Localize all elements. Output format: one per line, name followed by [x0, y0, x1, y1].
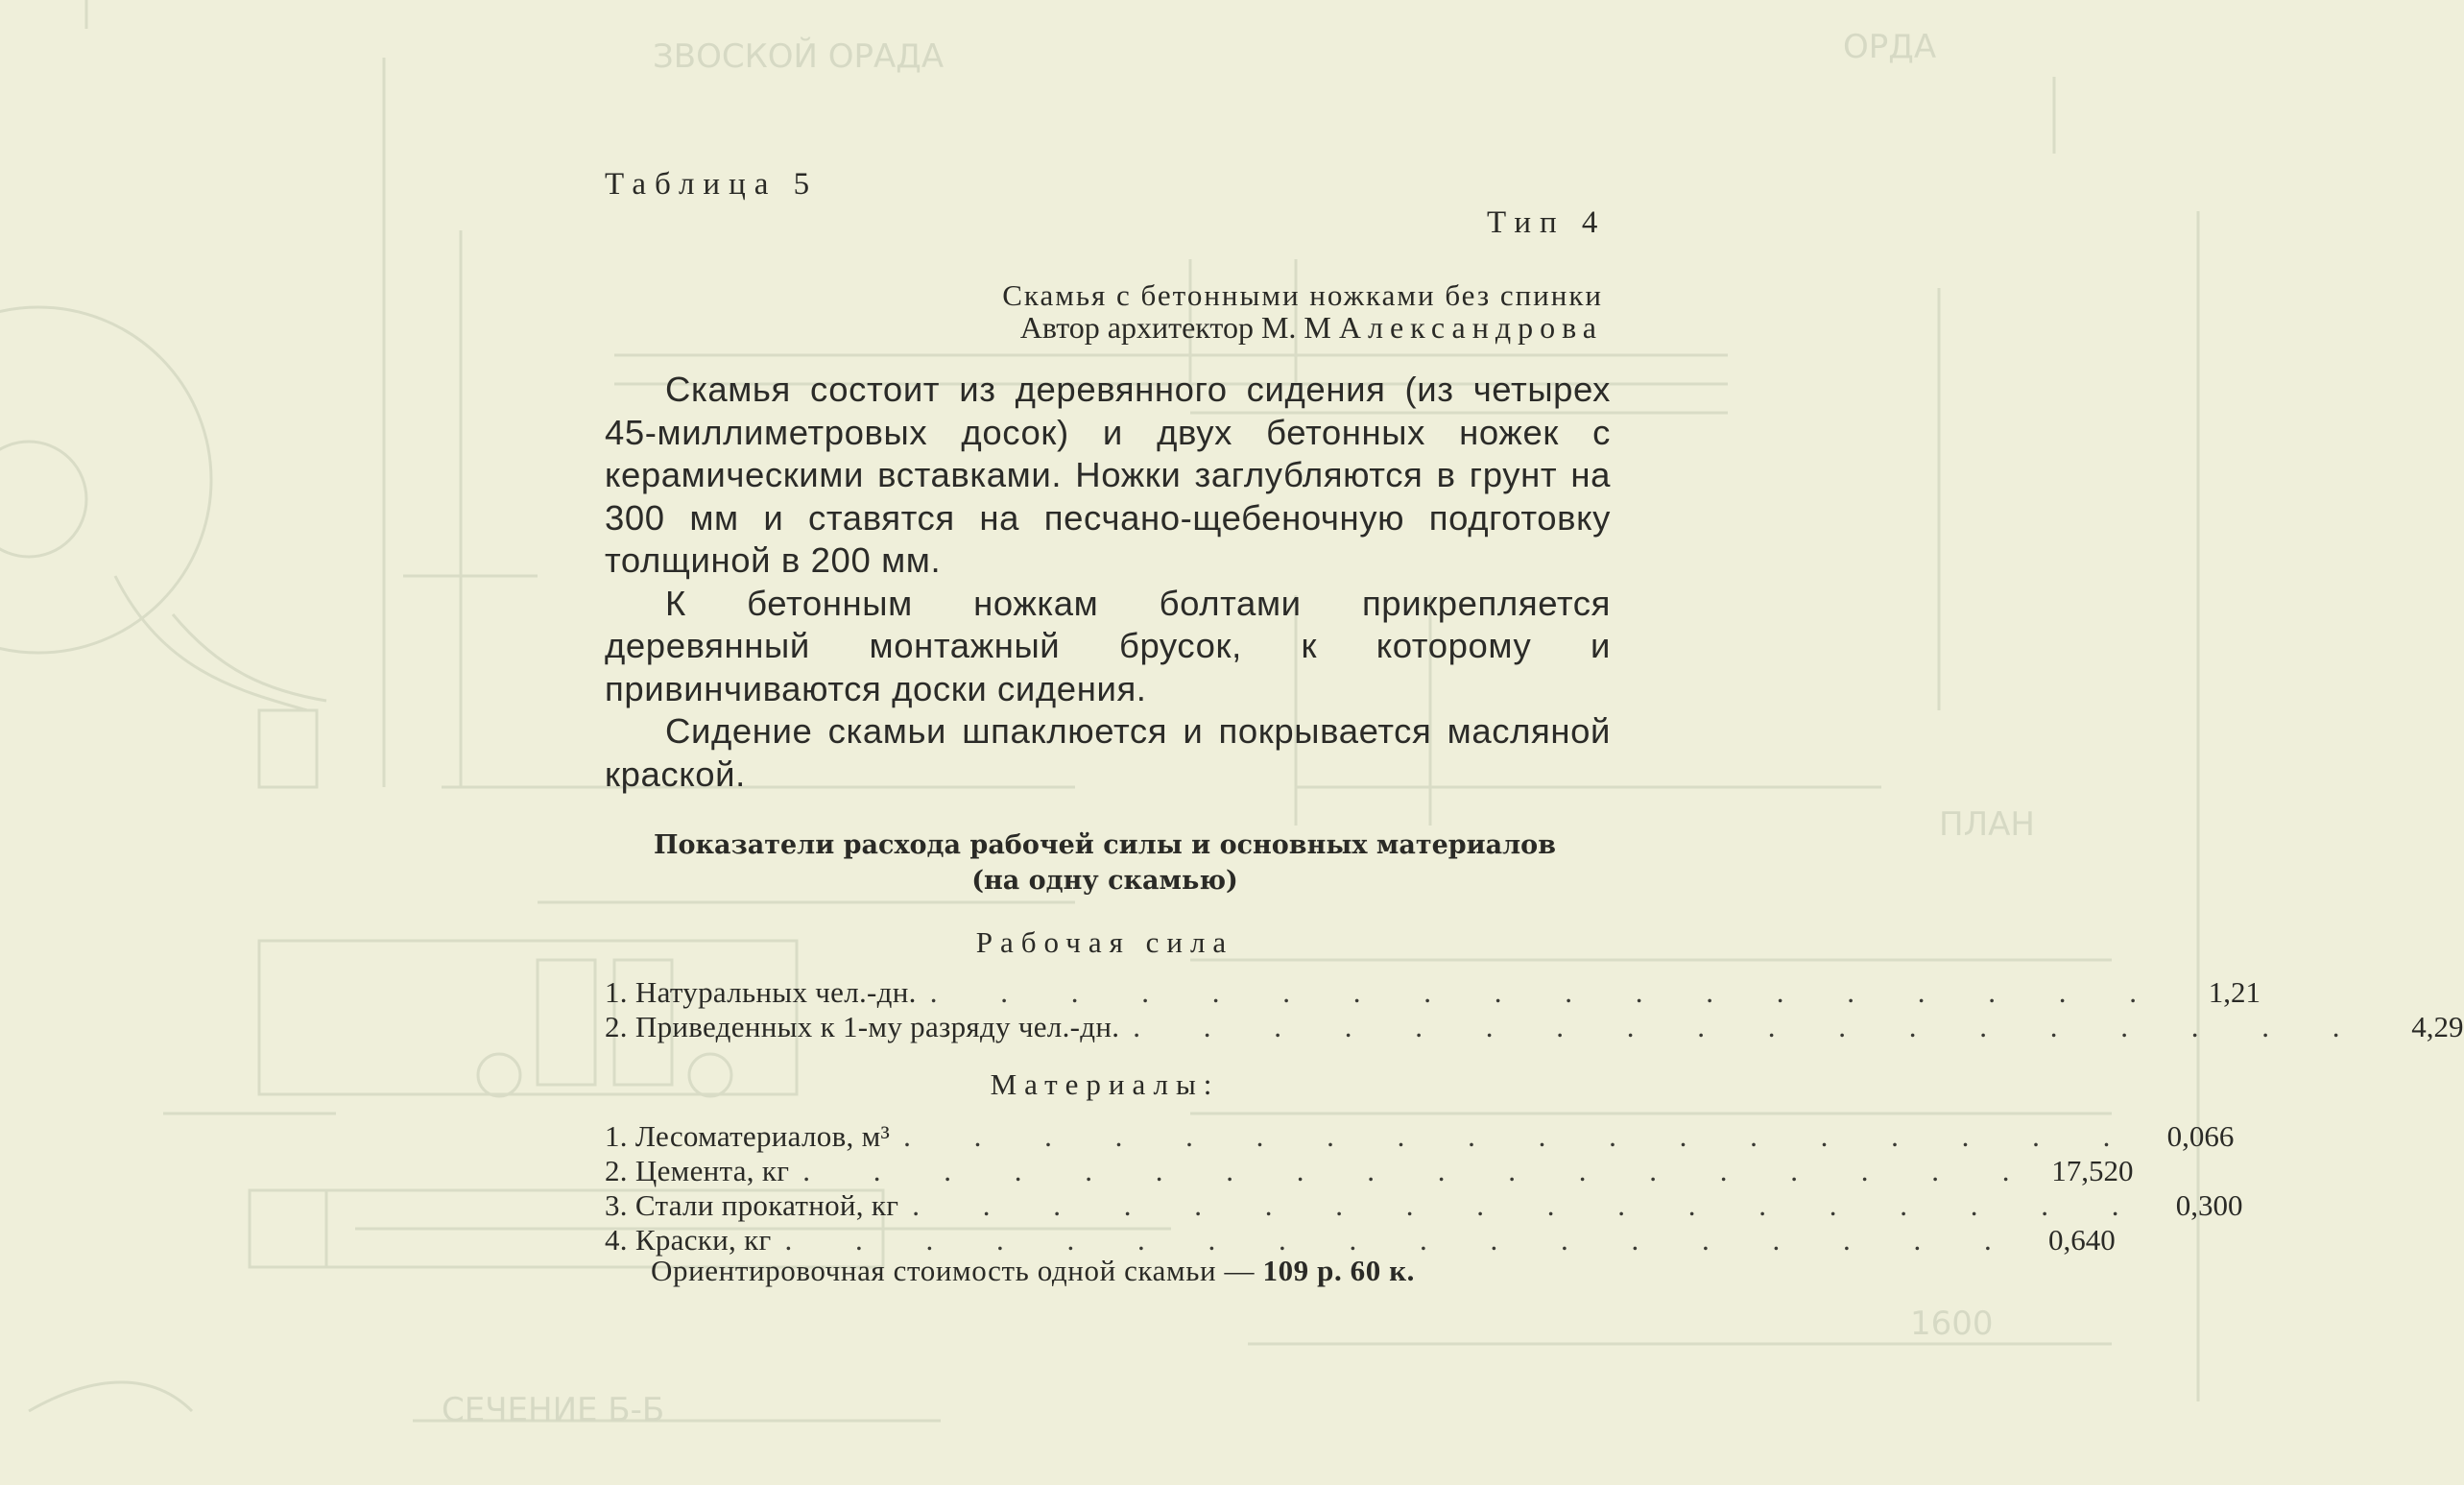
svg-text:ЗВОСКОЙ ОРАДА: ЗВОСКОЙ ОРАДА [653, 37, 945, 76]
author-line [845, 309, 1603, 346]
description-paragraph: Сидение скамьи шпаклюется и покрывается масляной краской. [605, 711, 1611, 794]
materials-heading: Материалы: [990, 1067, 1220, 1101]
svg-text:ОРДА: ОРДА [1843, 28, 1937, 66]
list-item [605, 1223, 2116, 1257]
bench-title: Скамья с бетонными ножками без спинки [1002, 278, 1603, 312]
item-value: 0,300 [2175, 1188, 2243, 1222]
indicators-heading-subline: (на одну скамью) [971, 866, 1238, 896]
svg-text:1600: 1600 [1910, 1305, 1994, 1343]
leader-dots: . . . . . . . . . . . . . . . . . . [802, 1154, 2038, 1187]
author-prefix: Автор архитектор М. М [1019, 310, 1331, 345]
leader-dots: . . . . . . . . . . . . . . . . . . [929, 975, 2165, 1009]
leader-dots: . . . . . . . . . . . . . . . . . . [903, 1119, 2139, 1153]
list-item [605, 1010, 2464, 1044]
item-label: 2. Цемента, кг [605, 1154, 790, 1187]
list-item [605, 1119, 2235, 1154]
labor-heading: Рабочая сила [975, 925, 1234, 959]
description-paragraph: Скамья состоит из деревянного сидения (из четырех 45-миллиметровых досок) и двух бетонных ножек с керамическими вставками. Ножки заглубляются в грунт на 300 мм и ставятся на песчано-щебеночную подготовку толщиной в 200 мм. [605, 370, 1611, 580]
list-item [605, 1154, 2134, 1188]
author-name: Александрова [1338, 310, 1603, 345]
item-value: 1,21 [2208, 975, 2261, 1009]
cost-text: Ориентировочная стоимость одной скамьи — [651, 1254, 1256, 1287]
item-label: 4. Краски, кг [605, 1223, 772, 1257]
indicators-heading [605, 827, 1605, 898]
item-label: 1. Лесоматериалов, м³ [605, 1119, 891, 1153]
table-number: Таблица 5 [605, 167, 819, 202]
svg-text:СЕЧЕНИЕ Б-Б: СЕЧЕНИЕ Б-Б [442, 1391, 665, 1429]
type-number: Тип 4 [1487, 205, 1607, 240]
labor-list [605, 975, 2464, 1044]
item-value: 0,640 [2048, 1223, 2116, 1257]
svg-text:ПЛАН: ПЛАН [1939, 805, 2035, 844]
leader-dots: . . . . . . . . . . . . . . . . . . [912, 1188, 2147, 1222]
item-value: 17,520 [2051, 1154, 2134, 1187]
indicators-heading-line: Показатели расхода рабочей силы и основных материалов [654, 830, 1556, 860]
description [605, 369, 1611, 796]
estimated-cost [651, 1254, 1415, 1288]
item-label: 1. Натуральных чел.-дн. [605, 975, 917, 1009]
list-item [605, 1188, 2243, 1223]
description-paragraph: К бетонным ножкам болтами прикрепляется деревянный монтажный брусок, к которому и привинчиваются доски сидения. [605, 583, 1611, 708]
item-value: 0,066 [2166, 1119, 2235, 1153]
list-item [605, 975, 2261, 1010]
item-value: 4,29 [2411, 1010, 2464, 1043]
leader-dots: . . . . . . . . . . . . . . . . . . [784, 1223, 2020, 1257]
materials-list [605, 1119, 2243, 1257]
item-label: 2. Приведенных к 1-му разряду чел.-дн. [605, 1010, 1120, 1043]
leader-dots: . . . . . . . . . . . . . . . . . . [1133, 1010, 2368, 1043]
item-label: 3. Стали прокатной, кг [605, 1188, 899, 1222]
cost-value: 109 р. 60 к. [1262, 1254, 1416, 1287]
